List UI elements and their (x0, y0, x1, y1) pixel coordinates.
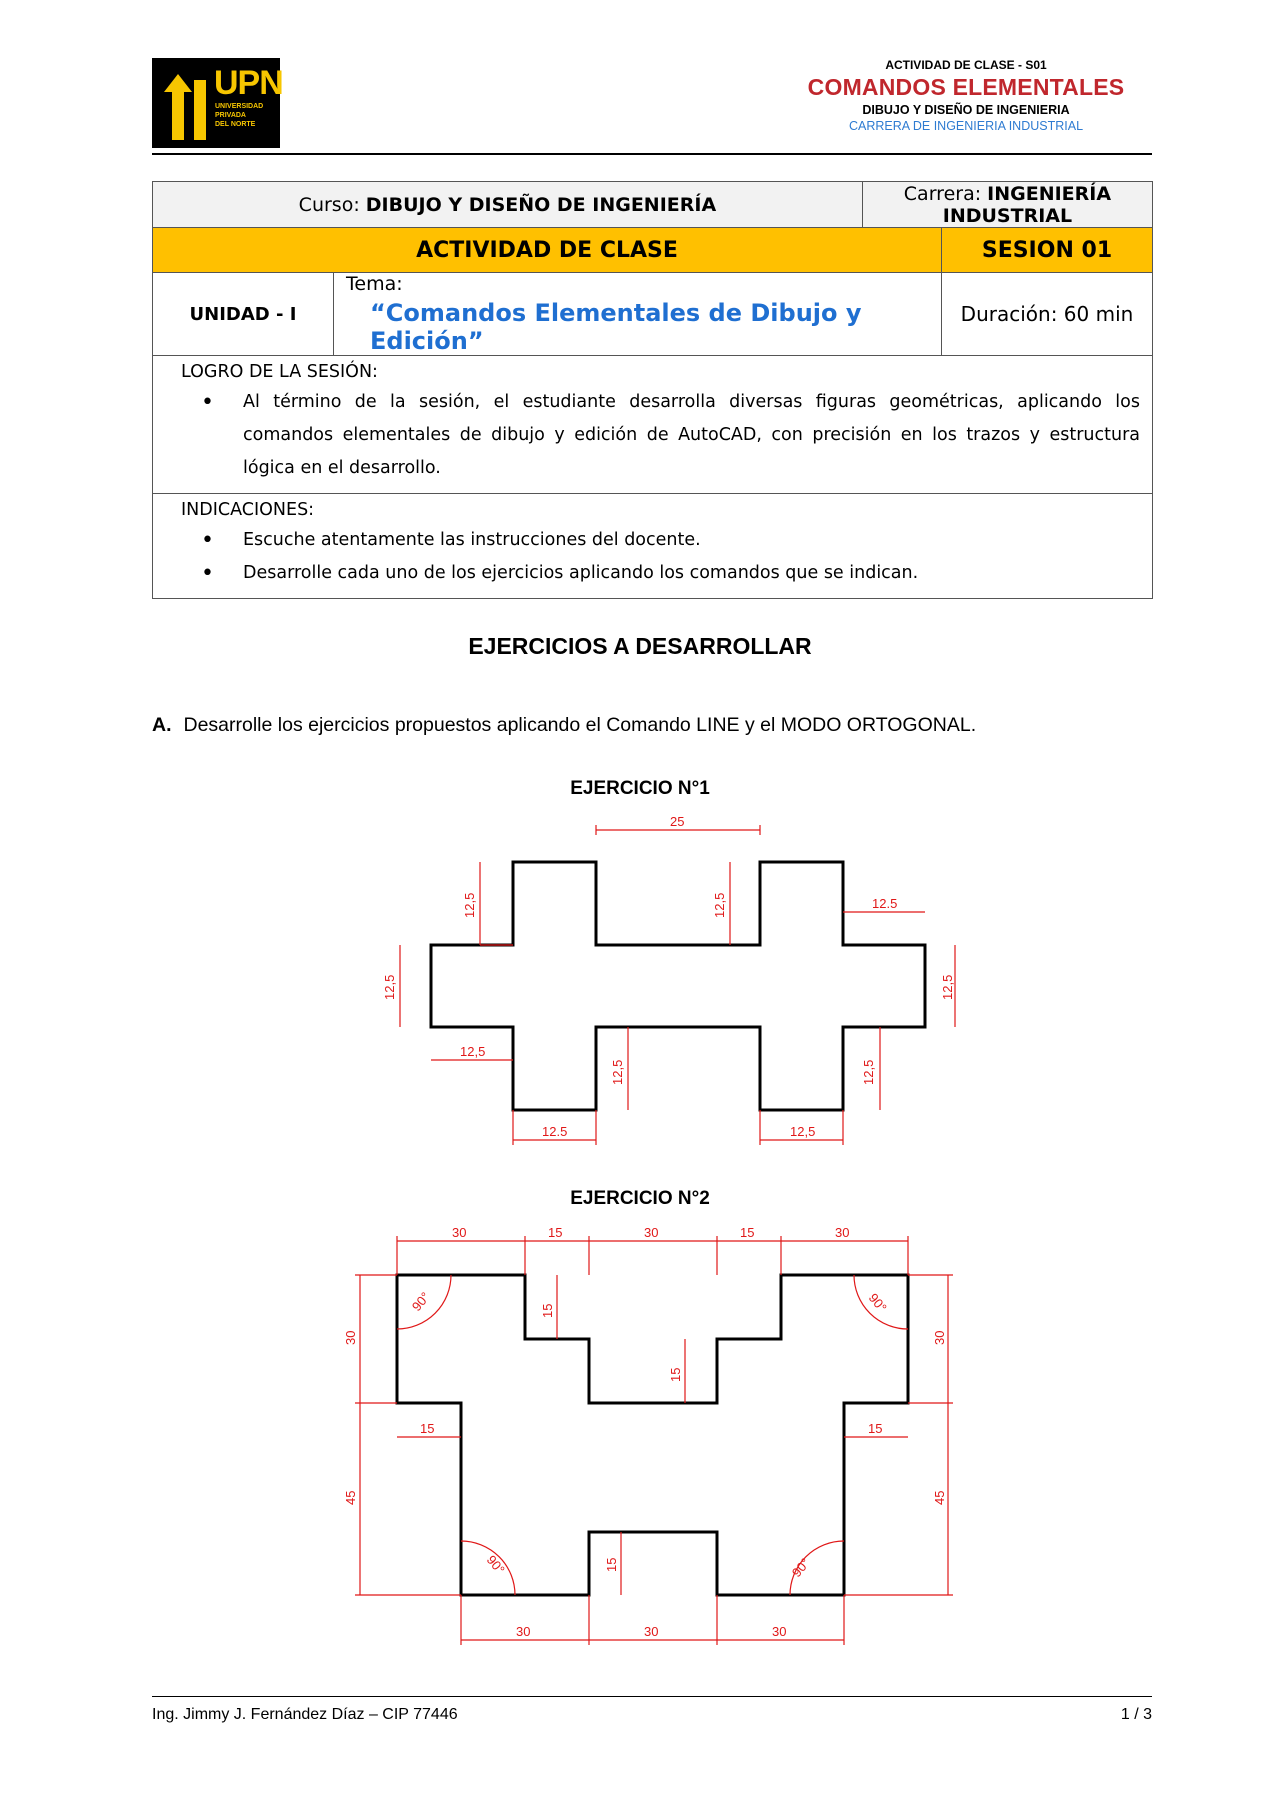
logro-item: • Al término de la sesión, el estudiante desarrolla diversas figuras geométricas, aplicando los comandos elementales de dibujo y edición de AutoCAD, con precisión en los trazos y estructura lógica en el desarrollo. (181, 386, 1140, 485)
svg-text:15: 15 (740, 1225, 755, 1240)
svg-text:90°: 90° (865, 1290, 890, 1315)
svg-text:30: 30 (932, 1330, 947, 1345)
header-subject: DIBUJO Y DISEÑO DE INGENIERIA (862, 103, 1070, 117)
unidad-cell: UNIDAD - I (153, 273, 334, 356)
actividad-cell: ACTIVIDAD DE CLASE (153, 228, 942, 273)
svg-text:45: 45 (343, 1490, 358, 1505)
svg-text:12.5: 12.5 (542, 1124, 568, 1139)
header-career: CARRERA DE INGENIERIA INDUSTRIAL (848, 119, 1084, 133)
instruction: A. Desarrolle los ejercicios propuestos aplicando el Comando LINE y el MODO ORTOGONAL. (152, 714, 977, 736)
section-title: EJERCICIOS A DESARROLLAR (468, 633, 812, 659)
svg-text:30: 30 (516, 1624, 531, 1639)
curso-cell: Curso: DIBUJO Y DISEÑO DE INGENIERÍA (153, 182, 863, 228)
carrera-cell: Carrera: INGENIERÍA INDUSTRIAL (862, 182, 1152, 228)
svg-text:12,5: 12,5 (382, 974, 397, 1000)
tema-value: “Comandos Elementales de Dibujo y Edición” (370, 299, 862, 355)
svg-text:12,5: 12,5 (940, 974, 955, 1000)
svg-text:30: 30 (452, 1225, 467, 1240)
svg-text:15: 15 (668, 1367, 683, 1382)
svg-text:15: 15 (540, 1303, 555, 1318)
svg-text:12,5: 12,5 (460, 1044, 486, 1059)
svg-text:30: 30 (772, 1624, 787, 1639)
svg-text:90°: 90° (408, 1289, 433, 1314)
indicaciones-cell: INDICACIONES: • Escuche atentamente las instrucciones del docente. • Desarrolle cada uno de los ejercicios aplicando los comandos que se indican. (153, 494, 1153, 599)
svg-text:90°: 90° (788, 1555, 813, 1580)
svg-text:12,5: 12,5 (861, 1059, 876, 1085)
page-number: 1 / 3 (1120, 1706, 1152, 1723)
svg-text:30: 30 (644, 1225, 659, 1240)
svg-text:15: 15 (868, 1421, 883, 1436)
svg-text:12,5: 12,5 (610, 1059, 625, 1085)
sesion-cell: SESION 01 (942, 228, 1153, 273)
ejercicio2-title: EJERCICIO N°2 (570, 1188, 710, 1209)
svg-text:12,5: 12,5 (712, 892, 727, 918)
svg-text:30: 30 (835, 1225, 850, 1240)
svg-text:12.5: 12.5 (872, 896, 898, 911)
svg-text:30: 30 (343, 1330, 358, 1345)
svg-text:90°: 90° (483, 1552, 508, 1577)
svg-text:15: 15 (420, 1421, 435, 1436)
indicacion-item: • Escuche atentamente las instrucciones del docente. (181, 524, 1140, 557)
footer-divider (152, 1696, 1152, 1697)
header-title: COMANDOS ELEMENTALES (807, 74, 1125, 100)
logo-subtext: UNIVERSIDAD PRIVADA DEL NORTE (215, 103, 264, 128)
svg-text:15: 15 (604, 1557, 619, 1572)
ejercicio1-title: EJERCICIO N°1 (570, 778, 710, 799)
footer-author: Ing. Jimmy J. Fernández Díaz – CIP 77446 (152, 1706, 458, 1723)
tema-cell: Tema: “Comandos Elementales de Dibujo y Edición” (334, 273, 942, 356)
svg-text:12,5: 12,5 (462, 892, 477, 918)
svg-text:30: 30 (644, 1624, 659, 1639)
svg-text:25: 25 (670, 814, 685, 829)
header-activity: ACTIVIDAD DE CLASE - S01 (885, 58, 1047, 72)
duracion-cell: Duración: 60 min (942, 273, 1153, 356)
svg-text:45: 45 (932, 1490, 947, 1505)
svg-text:12,5: 12,5 (790, 1124, 816, 1139)
indicacion-item: • Desarrolle cada uno de los ejercicios aplicando los comandos que se indican. (181, 557, 1140, 590)
logro-cell: LOGRO DE LA SESIÓN: • Al término de la sesión, el estudiante desarrolla diversas figuras geométricas, aplicando los comandos elementales de dibujo y edición de AutoCAD, con precisión en los trazos y estructura lógica en el desarrollo. (153, 356, 1153, 494)
logo-text: UPN (214, 64, 283, 102)
svg-text:15: 15 (548, 1225, 563, 1240)
